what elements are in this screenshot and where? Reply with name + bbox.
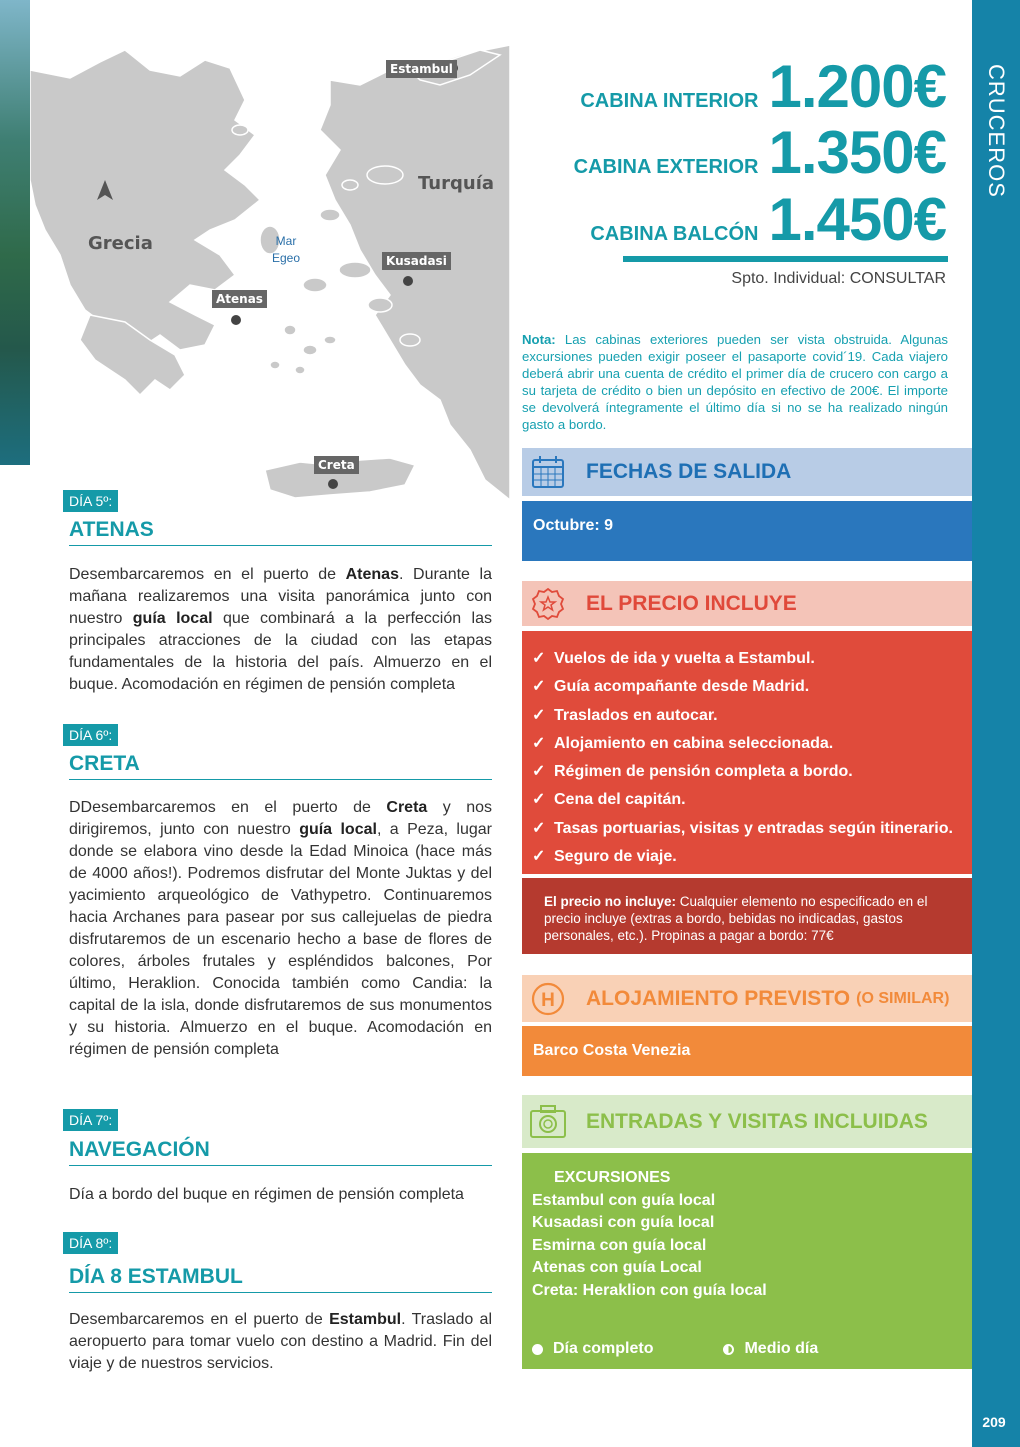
list-item: ✓ Seguro de viaje. [532, 848, 677, 866]
day-description: DDesembarcaremos en el puerto de Creta y nos dirigiremos, junto con nuestro guía local, a Peza, lugar donde se elabora vino desde la Edad Minoica (hace más de 4000 años!). Podremos disfrutar del Monte Juktas y del yacimiento arqueológico de Vathypetro. Continuaremos hacia Archanes para pasear por sus callejuelas de piedra disfrutaremos de un escenario hecho a base de flores de colores, árboles frutales y espléndidos balcones, Por último, Heraklion. Conocida también como Candia: la capital de la isla, donde disfrutaremos de sus monumentos y su historia. Almuerzo en el buque. Acomodación en régimen de pensión completa [69, 799, 493, 1058]
day-title: NAVEGACIÓN [69, 1138, 492, 1166]
half-day-icon [723, 1344, 734, 1355]
side-bar [972, 0, 1020, 1447]
accommodation-text: Barco Costa Venezia [522, 1026, 972, 1076]
note-text: Nota: Las cabinas exteriores pueden ser vista obstruida. Algunas excursiones pueden exigir poseer el pasaporte covid´19. Cada viajero deberá abrir una cuenta de crédito el primer día de crucero con cargo a su tarjeta de crédito o bien un depósito en efectivo de 200€. El importe se devolverá íntegramente el último día si no se ha realizado ningún gasto a bordo. [522, 332, 948, 432]
visits-list [522, 1153, 972, 1369]
day-tag: DÍA 6º: [63, 724, 118, 746]
map-country-turquia: Turquía [418, 173, 495, 194]
list-item: ✓ Vuelos de ida y vuelta a Estambul. [532, 650, 815, 667]
visits-legend: Día completo Medio día [532, 1340, 888, 1358]
visits-header: ENTRADAS Y VISITAS INCLUIDAS [522, 1095, 972, 1148]
excursions-title: EXCURSIONES [554, 1169, 671, 1186]
departure-dates-header: FECHAS DE SALIDA [522, 448, 972, 496]
day-tag: DÍA 5º: [63, 490, 118, 512]
price-underline [623, 256, 948, 262]
list-item: ✓ Régimen de pensión completa a bordo. [532, 763, 853, 781]
map-label-kusadasi: Kusadasi [382, 252, 451, 270]
section-label: CRUCEROS [984, 64, 1009, 198]
list-item: Atenas con guía Local [532, 1259, 702, 1277]
price-excludes-text: El precio no incluye: Cualquier elemento no especificado en el precio incluye (extras a bordo, bebidas no indicadas, gastos personales, etc.). Propinas a pagar a bordo: 77€ [522, 878, 972, 954]
day-title: DÍA 8 ESTAMBUL [69, 1265, 492, 1293]
day-title: CRETA [69, 752, 492, 780]
list-item: ✓ Cena del capitán. [532, 791, 686, 809]
page-number: 209 [982, 1414, 1006, 1430]
list-item: Kusadasi con guía local [532, 1214, 715, 1232]
map-graphic [30, 40, 510, 500]
map-label-estambul: Estambul [386, 60, 457, 78]
list-item: ✓ Alojamiento en cabina seleccionada. [532, 734, 834, 752]
price-includes-header: EL PRECIO INCLUYE [522, 581, 972, 626]
svg-text:H: H [541, 989, 555, 1011]
price-balcon: CABINA BALCÓN 1.450€ [590, 186, 946, 253]
aegean-map [30, 40, 510, 500]
list-item: Esmirna con guía local [532, 1236, 707, 1254]
list-item: ✓ Traslados en autocar. [532, 706, 718, 724]
camera-icon [528, 1102, 568, 1142]
day-description: Desembarcaremos en el puerto de Estambul. Traslado al aeropuerto para tomar vuelo con destino a Madrid. Fin del viaje y de nuestros servicios. [69, 1311, 493, 1372]
day-tag: DÍA 7º: [63, 1109, 118, 1131]
calendar-icon [528, 452, 568, 492]
list-item: ✓ Guía acompañante desde Madrid. [532, 678, 810, 696]
hotel-icon [528, 979, 568, 1019]
price-exterior: CABINA EXTERIOR 1.350€ [573, 119, 946, 186]
single-supplement: Spto. Individual: CONSULTAR [731, 270, 946, 287]
day-description: Día a bordo del buque en régimen de pensión completa [69, 1186, 464, 1203]
map-country-grecia: Grecia [88, 233, 153, 254]
day-title: ATENAS [69, 518, 492, 546]
accommodation-header: H ALOJAMIENTO PREVISTO (O SIMILAR) [522, 975, 972, 1022]
list-item: Estambul con guía local [532, 1191, 716, 1209]
full-day-icon [532, 1344, 543, 1355]
star-badge-icon [528, 584, 568, 624]
map-label-atenas: Atenas [212, 290, 267, 308]
day-tag: DÍA 8º: [63, 1232, 118, 1254]
list-item: ✓ Tasas portuarias, visitas y entradas según itinerario. [532, 819, 953, 837]
list-item: Creta: Heraklion con guía local [532, 1281, 767, 1299]
price-interior: CABINA INTERIOR 1.200€ [580, 53, 946, 120]
map-sea-label: Mar Egeo [272, 234, 301, 265]
map-label-creta: Creta [314, 456, 359, 474]
cover-photo-strip [0, 0, 30, 465]
departure-dates-text: Octubre: 9 [522, 501, 972, 561]
price-includes-list [522, 631, 972, 874]
day-description: Desembarcaremos en el puerto de Atenas. Durante la mañana realizaremos una visita panorámica junto con nuestro guía local que combinará a la perfección las principales atracciones de la ciudad con las etapas fundamentales de la historia del país. Almuerzo en el buque. Acomodación en régimen de pensión completa [69, 566, 493, 693]
